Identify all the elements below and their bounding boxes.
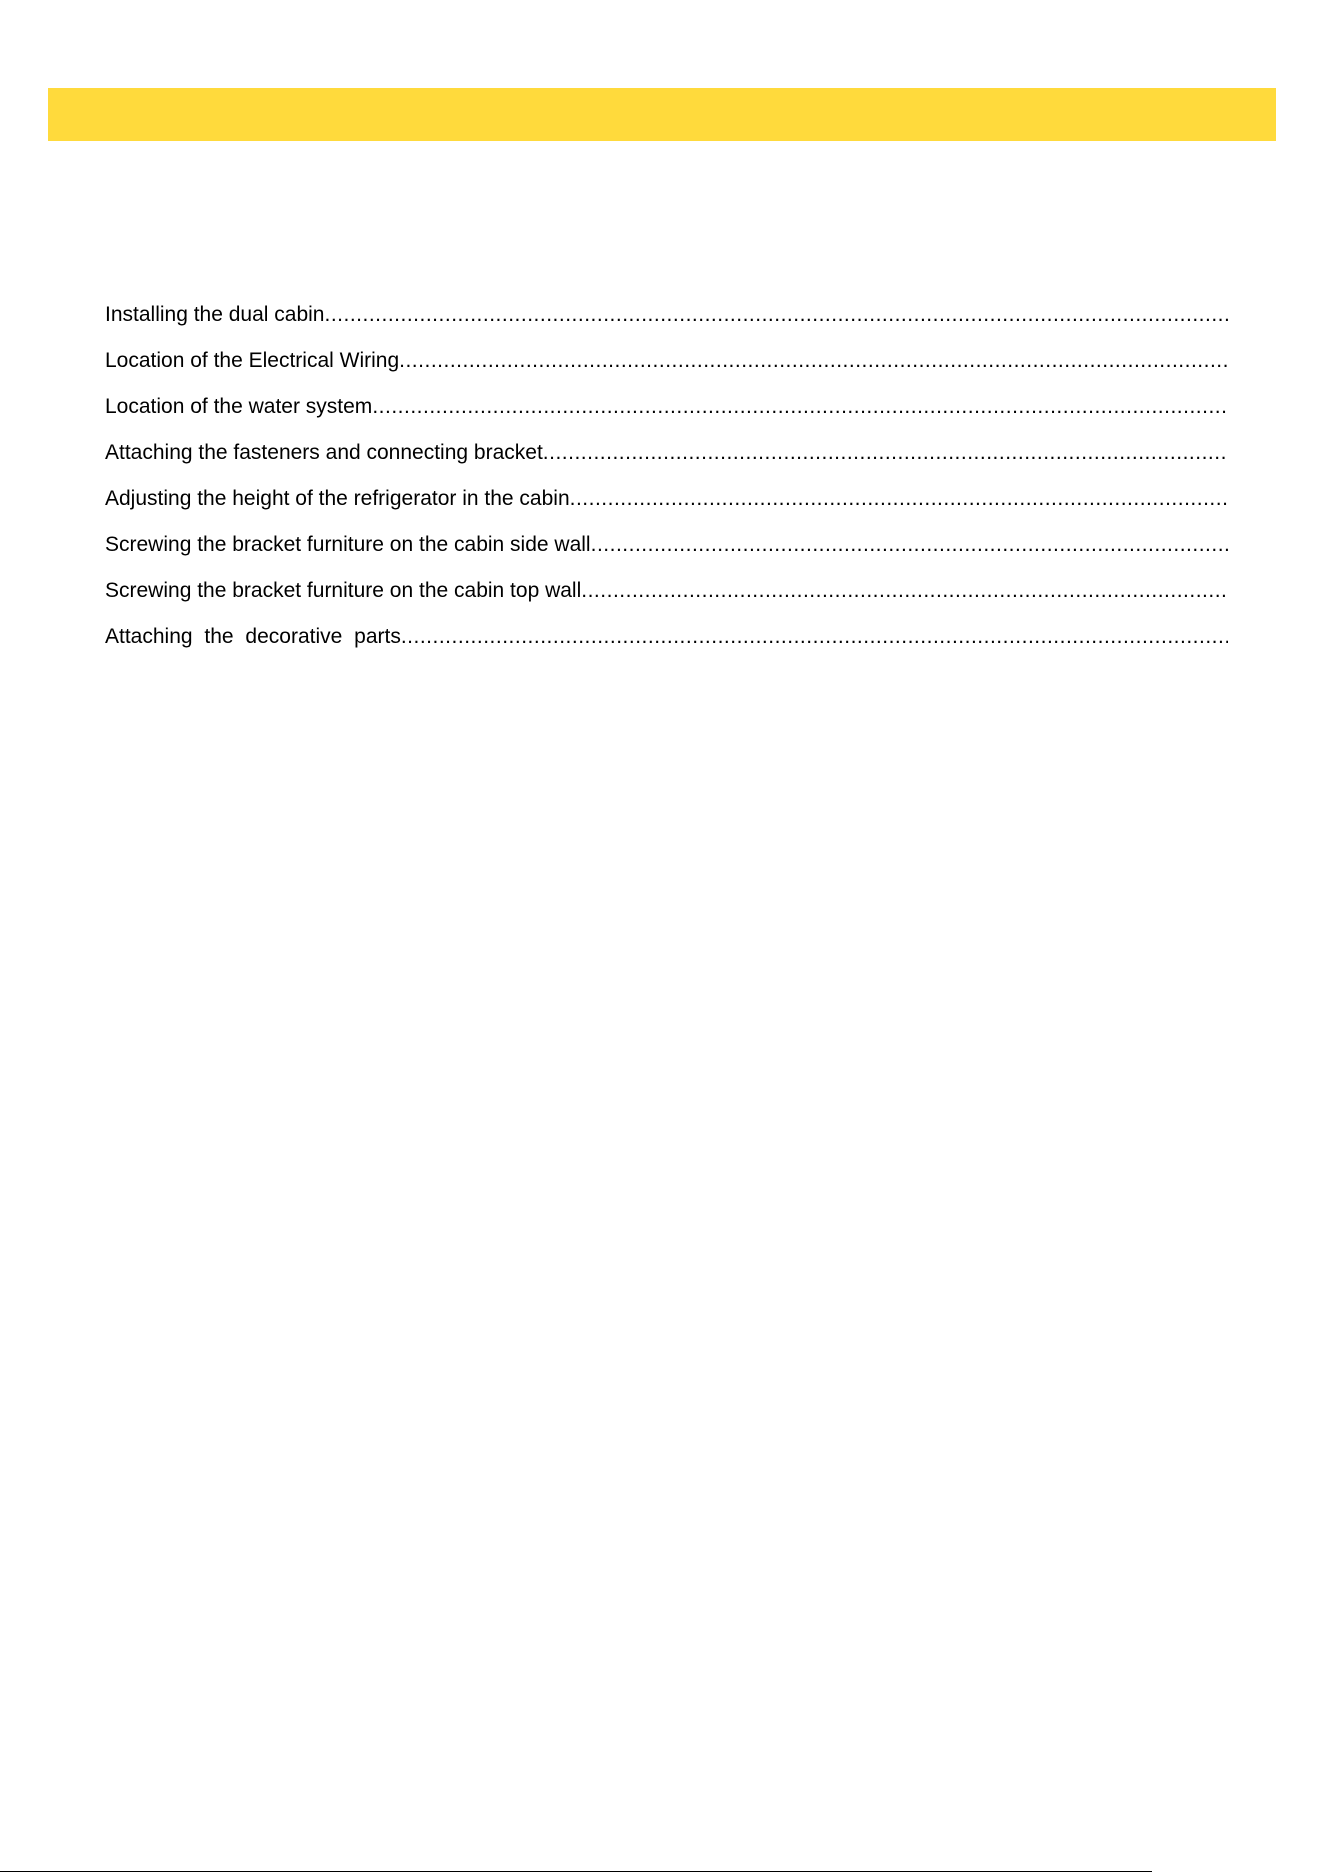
toc-dot-leader <box>543 430 1228 476</box>
toc-entry-electrical-wiring[interactable] <box>105 338 1228 384</box>
toc-entry-title: Attaching the fasteners and connecting bracket <box>105 441 543 464</box>
toc-dot-leader <box>372 384 1228 430</box>
toc-dot-leader <box>591 522 1228 568</box>
header-band <box>48 88 1276 141</box>
toc-entry-title: Adjusting the height of the refrigerator in the cabin <box>105 487 570 510</box>
toc-entry-title: Location of the water system <box>105 395 373 418</box>
toc-entry-bracket-side-wall[interactable] <box>105 522 1228 568</box>
toc-entry-title: Screwing the bracket furniture on the cabin side wall <box>105 533 591 556</box>
toc-entry-decorative-parts[interactable] <box>105 614 1228 660</box>
toc-entry-refrigerator-height[interactable] <box>105 476 1228 522</box>
toc-dot-leader <box>401 614 1228 660</box>
table-of-contents <box>105 292 1228 660</box>
toc-entry-title: Installing the dual cabin <box>105 303 325 326</box>
toc-entry-title: Location of the Electrical Wiring <box>105 349 400 372</box>
toc-entry-fasteners-bracket[interactable] <box>105 430 1228 476</box>
toc-dot-leader <box>570 476 1228 522</box>
toc-entry-title: Screwing the bracket furniture on the cabin top wall <box>105 579 582 602</box>
toc-dot-leader <box>581 568 1228 614</box>
toc-entry-bracket-top-wall[interactable] <box>105 568 1228 614</box>
toc-entry-installing-dual-cabin[interactable] <box>105 292 1228 338</box>
toc-dot-leader <box>325 292 1229 338</box>
toc-entry-title: Attaching the decorative parts <box>105 625 401 648</box>
toc-entry-water-system[interactable] <box>105 384 1228 430</box>
footer-rule <box>0 1871 1152 1872</box>
toc-dot-leader <box>399 338 1228 384</box>
